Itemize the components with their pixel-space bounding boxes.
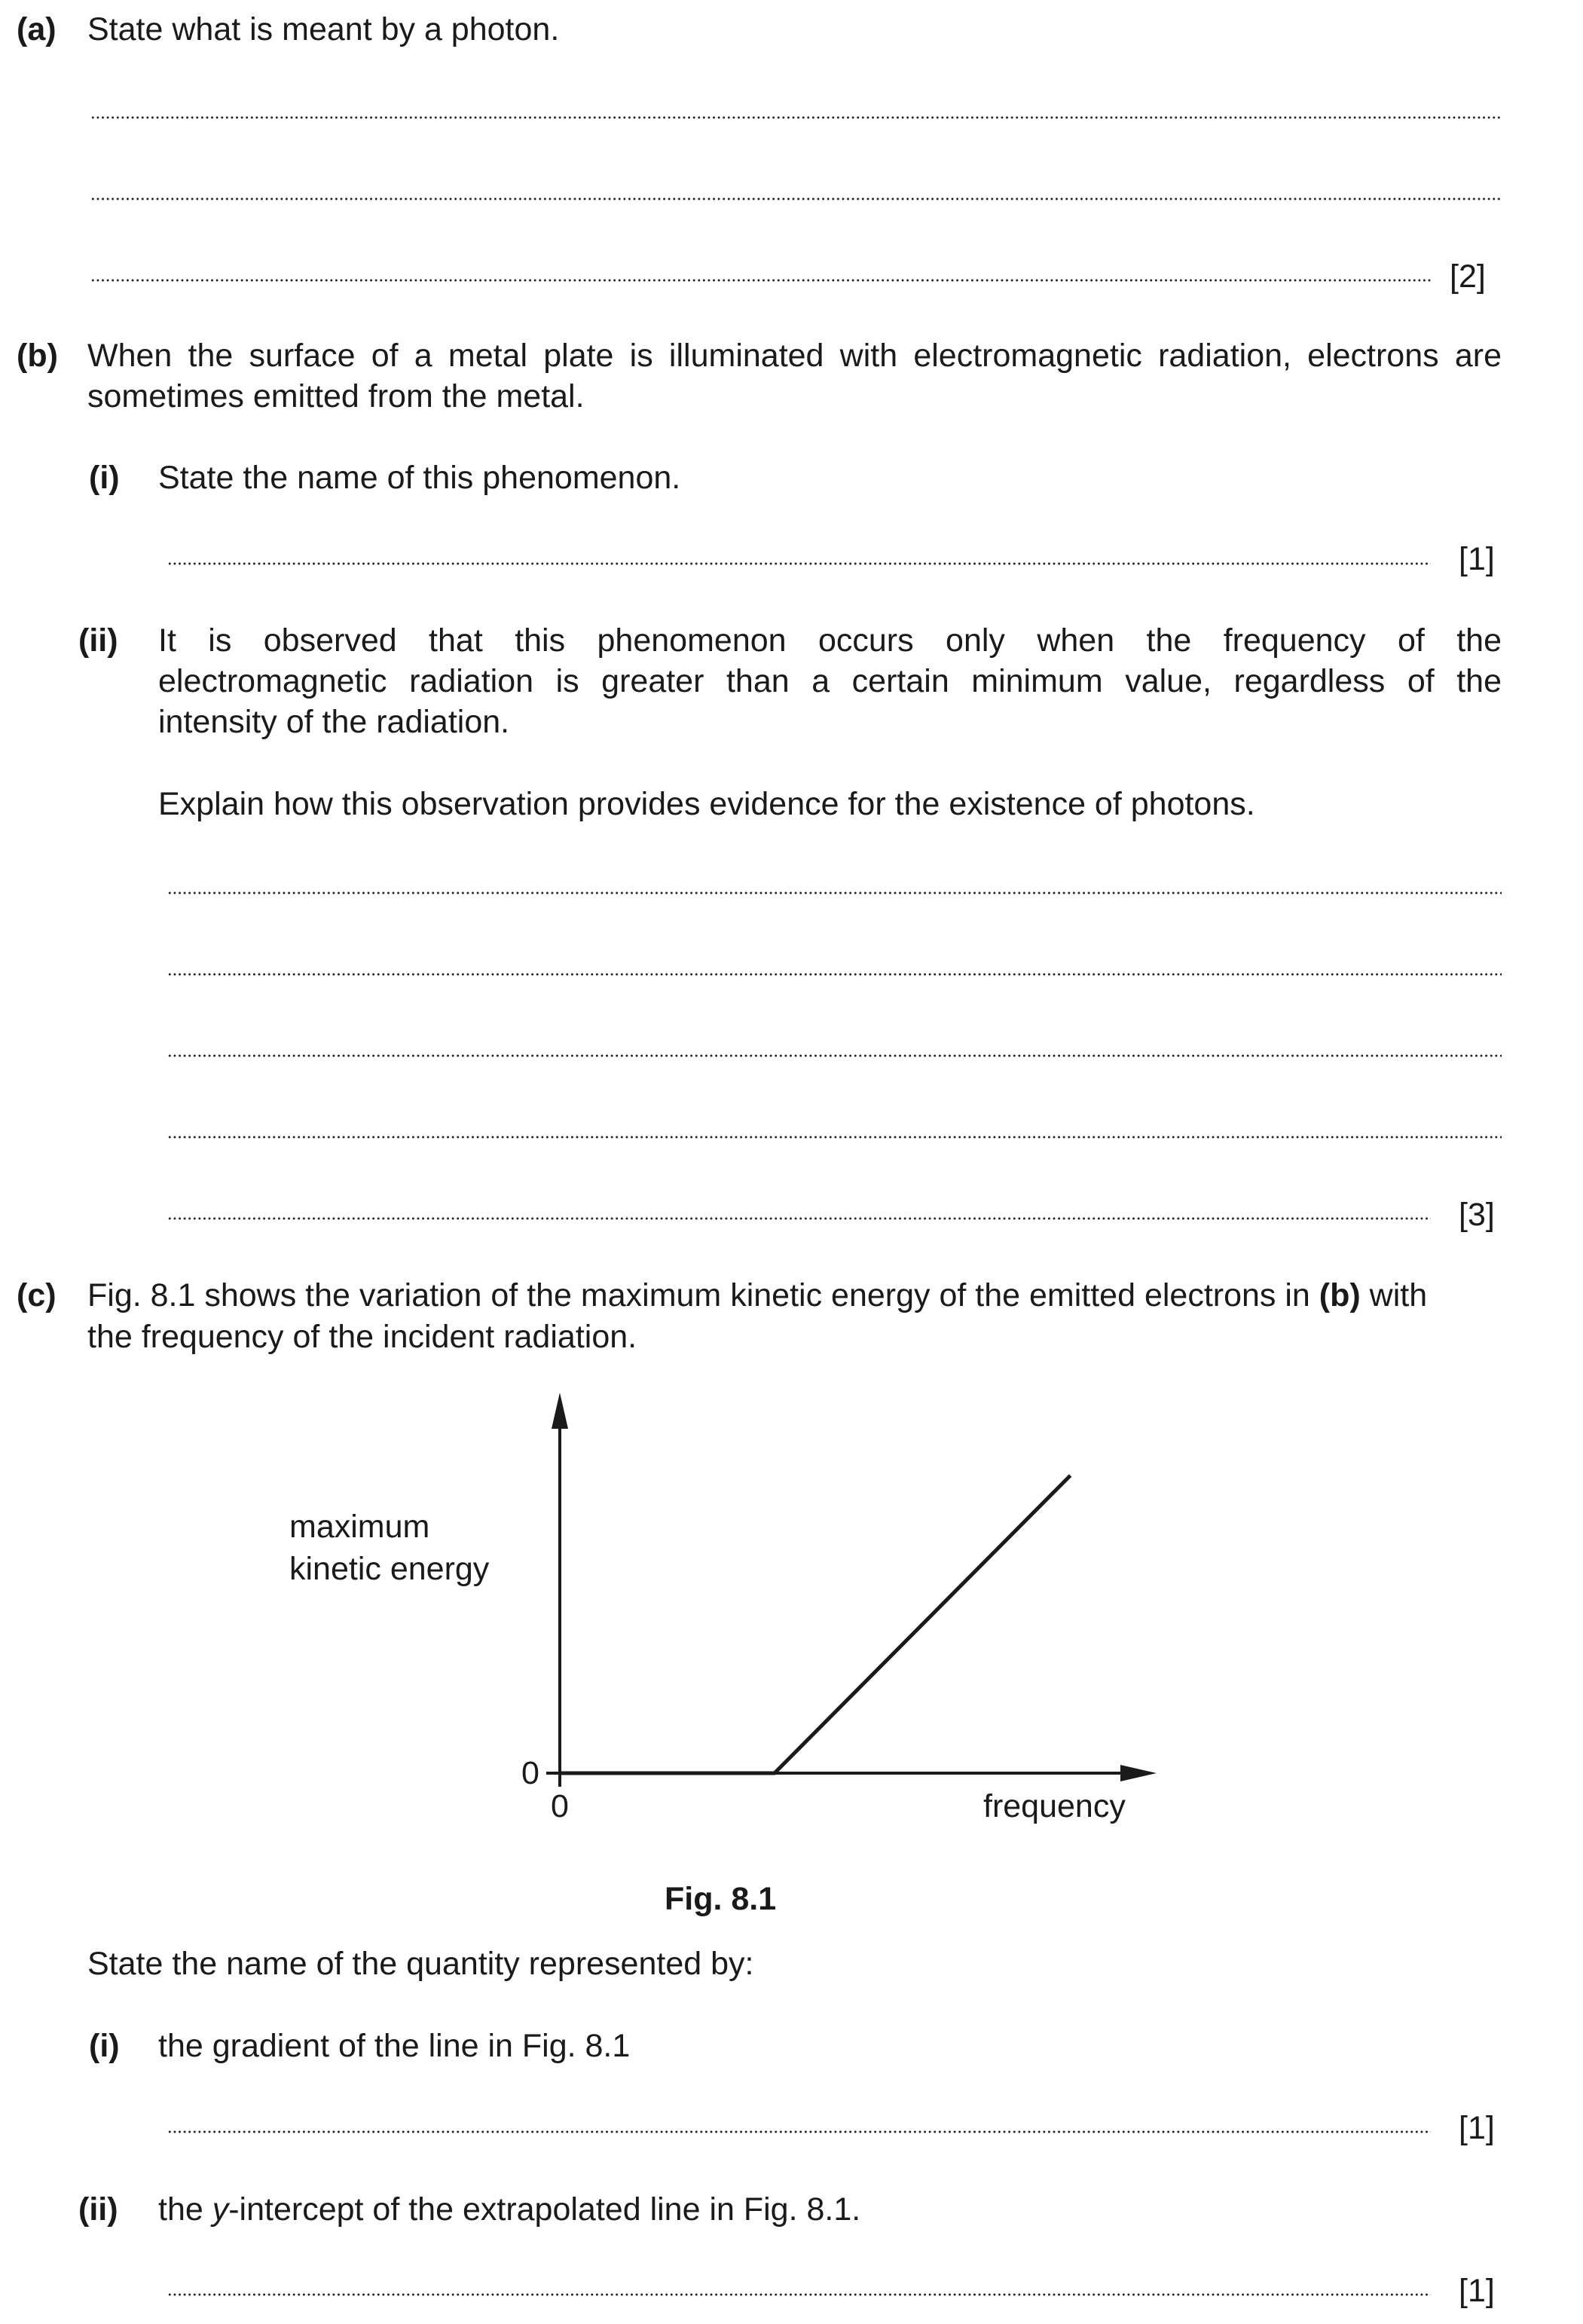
part-c-ii-post: -intercept of the extrapolated line in Fig. 8.1. (228, 2191, 861, 2228)
figure-series (560, 1475, 1071, 1773)
part-b-i-question: State the name of this phenomenon. (158, 460, 681, 496)
part-b-label: (b) (17, 338, 58, 374)
x-axis-arrow (1120, 1765, 1157, 1781)
answer-line-b-ii-4[interactable] (167, 1136, 1502, 1139)
marks-c-ii: [1] (1459, 2273, 1495, 2309)
answer-line-c-i[interactable] (167, 2130, 1431, 2133)
part-c-intro-line1 (87, 1275, 1427, 1316)
part-c-ii-question (158, 2189, 860, 2230)
figure-xlabel: frequency (983, 1788, 1126, 1824)
part-c-ii-pre: the (158, 2191, 212, 2228)
figure-ylabel-line2: kinetic energy (289, 1551, 490, 1587)
part-a-question: State what is meant by a photon. (87, 11, 560, 47)
figure-caption: Fig. 8.1 (665, 1881, 777, 1917)
part-c-i-question: the gradient of the line in Fig. 8.1 (158, 2028, 631, 2064)
part-b-intro-line2: sometimes emitted from the metal. (87, 378, 585, 414)
answer-line-b-ii-3[interactable] (167, 1054, 1502, 1057)
answer-line-a1[interactable] (90, 116, 1502, 119)
answer-line-a2[interactable] (90, 197, 1502, 200)
part-b-intro-line1: When the surface of a metal plate is illuminated with electromagnetic radiation, electrons are (87, 338, 1502, 374)
part-a-label: (a) (17, 11, 57, 47)
part-b-i-label: (i) (89, 460, 120, 496)
part-c-label: (c) (17, 1277, 57, 1313)
marks-a: [2] (1450, 258, 1486, 295)
figure-y-origin-label: 0 (521, 1755, 539, 1791)
figure-x-origin-label: 0 (551, 1788, 569, 1824)
series-line-0 (560, 1475, 1071, 1773)
answer-line-b-ii-5[interactable] (167, 1217, 1431, 1220)
part-c-ii-label: (ii) (78, 2191, 118, 2228)
part-b-ii-line1: It is observed that this phenomenon occurs only when the frequency of the (158, 622, 1502, 659)
answer-line-b-ii-1[interactable] (167, 891, 1502, 894)
part-b-ii-line3: intensity of the radiation. (158, 704, 510, 740)
part-c-intro-pre: Fig. 8.1 shows the variation of the maximum kinetic energy of the emitted electrons in (87, 1277, 1319, 1313)
part-b-ii-question: Explain how this observation provides evidence for the existence of photons. (158, 786, 1255, 822)
answer-line-b-ii-2[interactable] (167, 973, 1502, 976)
answer-line-a3[interactable] (90, 279, 1432, 282)
marks-c-i: [1] (1459, 2110, 1495, 2146)
part-c-intro-bold: (b) (1319, 1277, 1361, 1313)
part-c-i-label: (i) (89, 2028, 120, 2064)
figure-ylabel-line1: maximum (289, 1509, 430, 1545)
figure-axes (546, 1393, 1157, 1787)
marks-b-ii: [3] (1459, 1197, 1495, 1233)
part-b-ii-label: (ii) (78, 622, 118, 659)
answer-line-c-ii[interactable] (167, 2293, 1431, 2296)
part-c-prompt: State the name of the quantity represented by: (87, 1946, 754, 1982)
marks-b-i: [1] (1459, 541, 1495, 577)
part-c-ii-italic: y (212, 2191, 229, 2228)
part-c-intro-post: with (1360, 1277, 1428, 1313)
part-b-ii-line2: electromagnetic radiation is greater than a certain minimum value, regardless of the (158, 663, 1502, 699)
y-axis-arrow (552, 1393, 568, 1429)
answer-line-b-i[interactable] (167, 562, 1431, 565)
part-c-intro-line2: the frequency of the incident radiation. (87, 1319, 637, 1355)
